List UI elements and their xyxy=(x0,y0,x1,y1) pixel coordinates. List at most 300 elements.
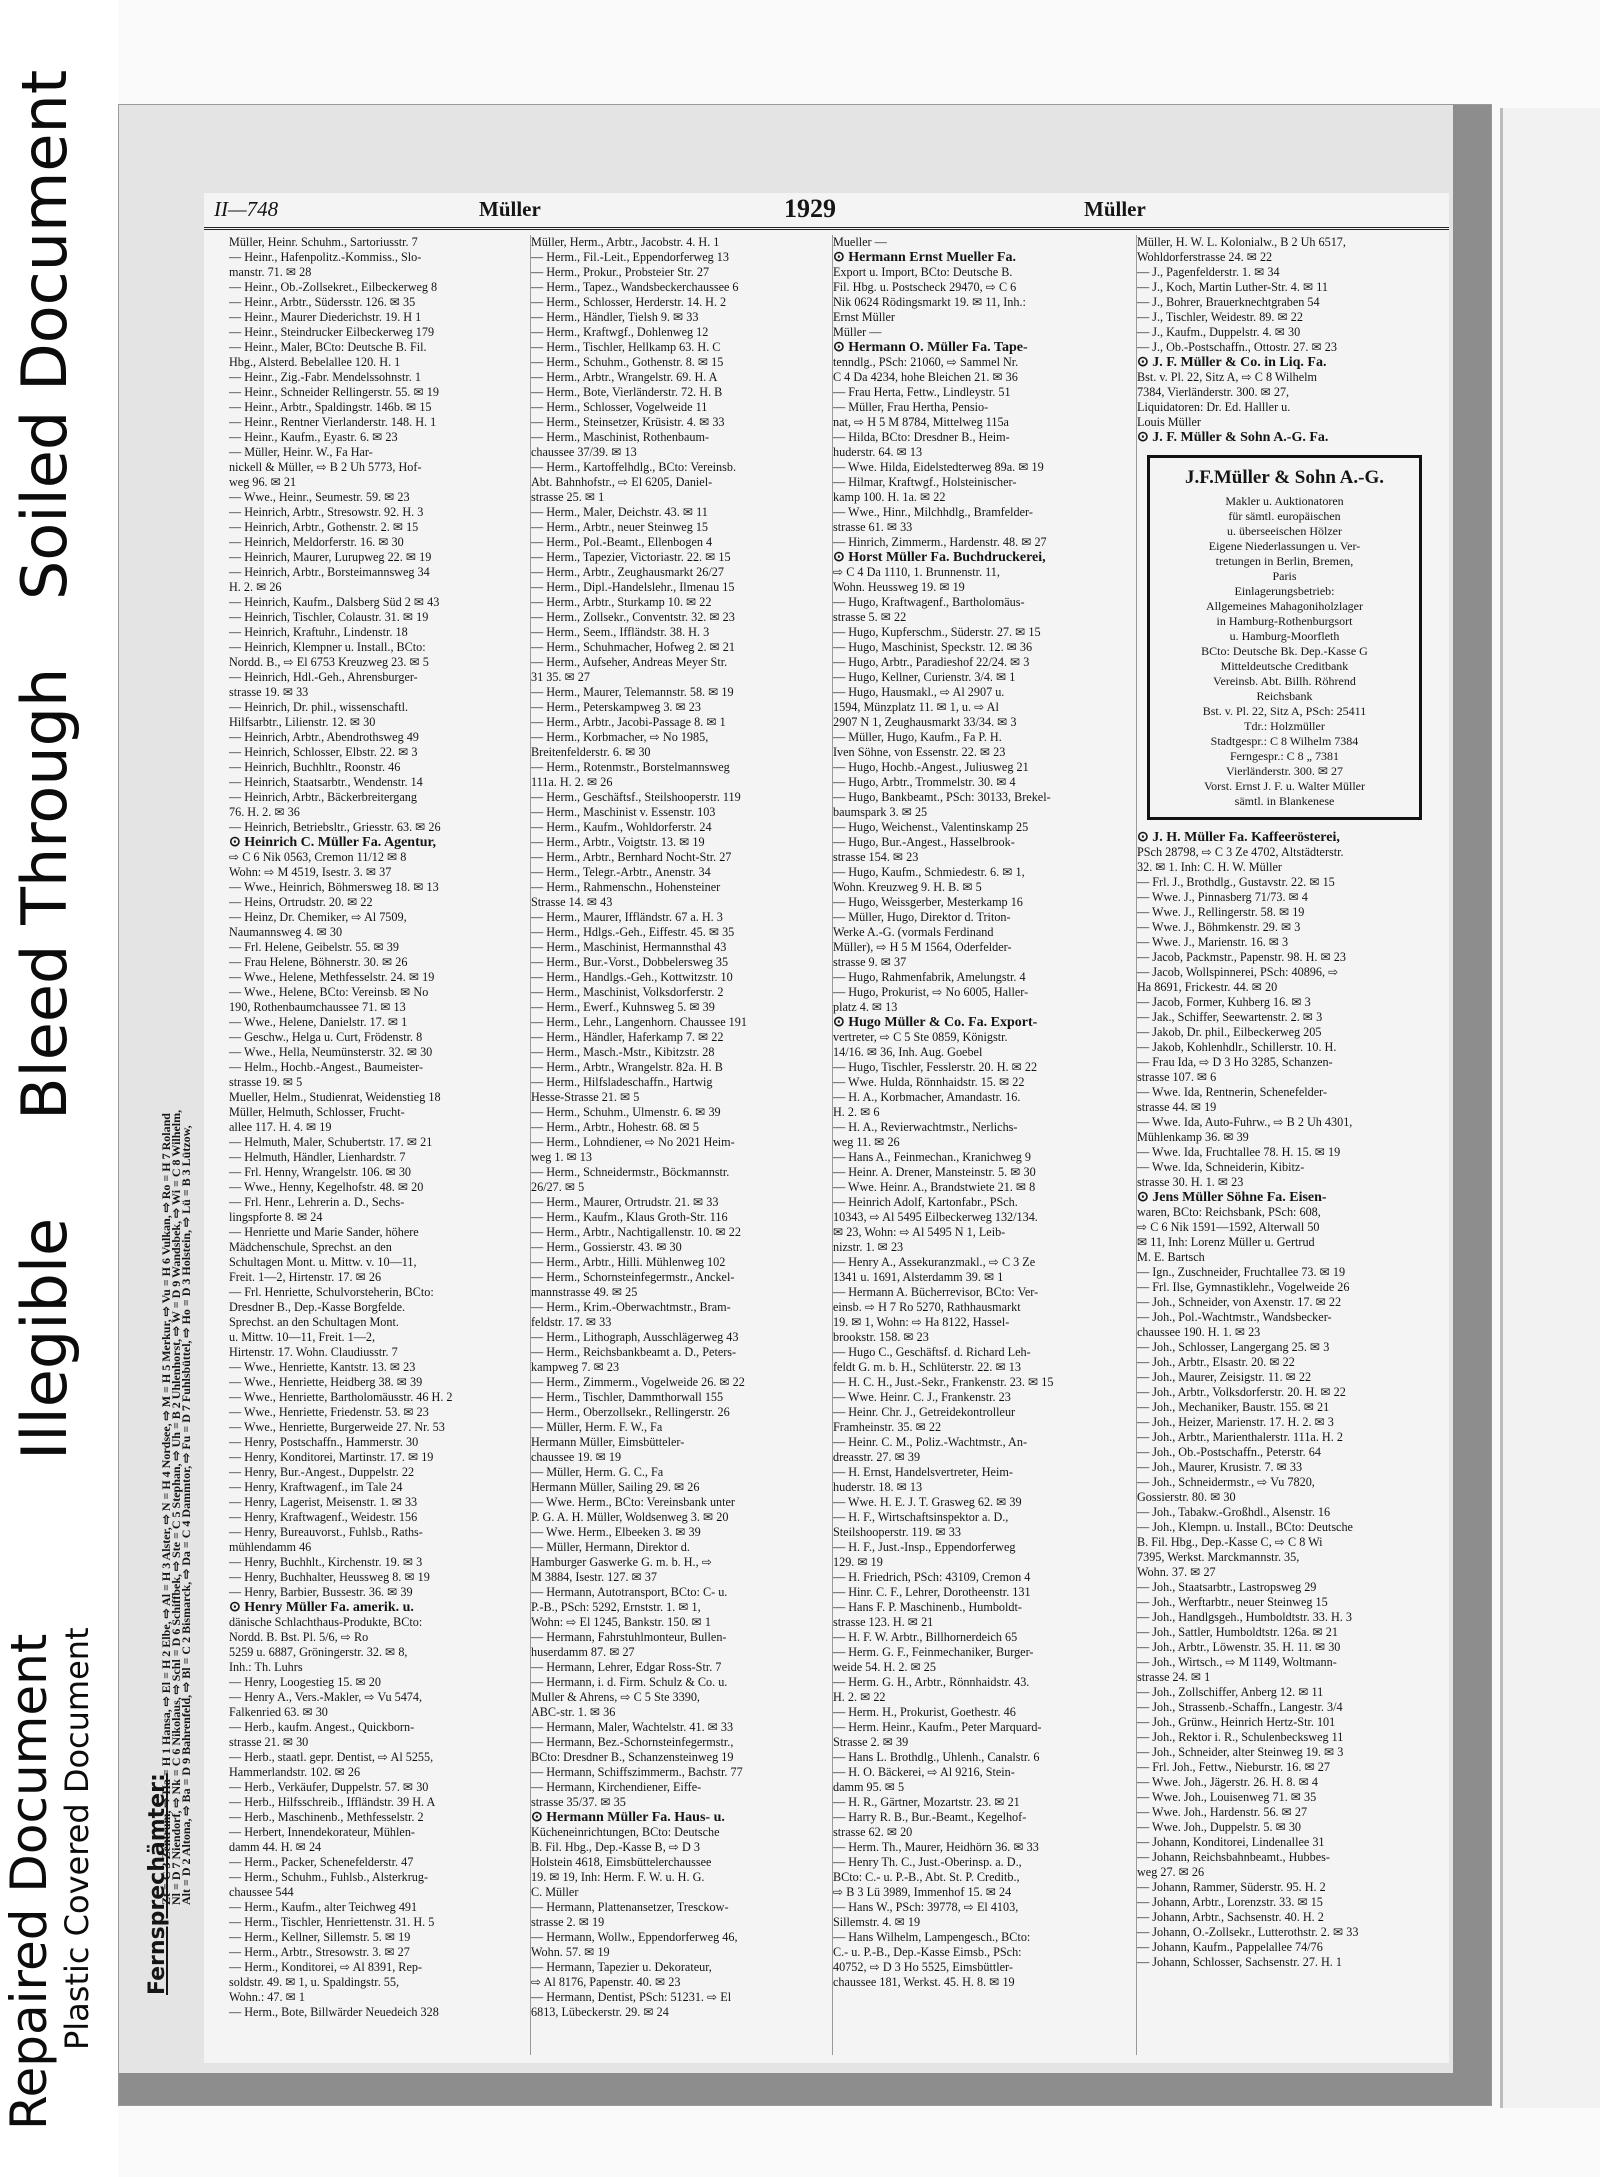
directory-entry: — Heinrich, Arbtr., Borsteimannsweg 34 xyxy=(229,565,430,579)
directory-entry: — Herm., Kaufm., Klaus Groth-Str. 116 xyxy=(531,1210,728,1224)
directory-entry: — Heinr. A. Drener, Mansteinstr. 5. ✉ 30 xyxy=(833,1165,1036,1179)
directory-entry: — Frl. Ilse, Gymnastiklehr., Vogelweide 26 xyxy=(1137,1280,1350,1294)
directory-entry: — Herm., Reichsbankbeamt a. D., Peters- xyxy=(531,1345,737,1359)
directory-entry: — Henry, Buchhlt., Kirchenstr. 19. ✉ 3 xyxy=(229,1555,423,1569)
directory-entry: — Johann, Reichsbahnbeamt., Hubbes- xyxy=(1137,1850,1330,1864)
directory-entry: — Herm., Schlosser, Vogelweide 11 xyxy=(531,400,708,414)
directory-entry: — Frl. Henriette, Schulvorsteherin, BCto: xyxy=(229,1285,434,1299)
directory-entry: ⊙ J. F. Müller & Co. in Liq. Fa. xyxy=(1137,355,1327,370)
directory-entry: weg 96. ✉ 21 xyxy=(229,475,297,489)
advertisement-line: Mitteldeutsche Creditbank xyxy=(1220,659,1349,673)
directory-entry: — Henry, Bur.-Angest., Duppelstr. 22 xyxy=(229,1465,415,1479)
directory-entry: Nik 0624 Rödingsmarkt 19. ✉ 11, Inh.: xyxy=(833,295,1026,309)
directory-entry: H. 2. ✉ 6 xyxy=(833,1105,880,1119)
directory-entry: — Herm., Lehr., Langenhorn. Chaussee 191 xyxy=(531,1015,747,1029)
column-2 xyxy=(530,235,826,2055)
directory-entry: — Hinrich, Zimmerm., Hardenstr. 48. ✉ 27 xyxy=(833,535,1047,549)
directory-entry: Mueller, Helm., Studienrat, Weidenstieg 18 xyxy=(229,1090,441,1104)
directory-entry: Dresdner B., Dep.-Kasse Borgfelde. xyxy=(229,1300,406,1314)
directory-entry: strasse 5. ✉ 22 xyxy=(833,610,907,624)
directory-entry: — Frau Ida, ⇨ D 3 Ho 3285, Schanzen- xyxy=(1137,1055,1333,1069)
directory-entry: — J., Bohrer, Brauerknechtgraben 54 xyxy=(1137,295,1320,309)
directory-entry: strasse 19. ✉ 5 xyxy=(229,1075,303,1089)
directory-entry: strasse 9. ✉ 37 xyxy=(833,955,907,969)
directory-entry: — Joh., Maurer, Zeisigstr. 11. ✉ 22 xyxy=(1137,1370,1312,1384)
directory-entry: — Wwe., Heinrich, Böhmersweg 18. ✉ 13 xyxy=(229,880,439,894)
advertisement-line: in Hamburg-Rothenburgsort xyxy=(1216,614,1353,628)
directory-entry: strasse 24. ✉ 1 xyxy=(1137,1670,1211,1684)
directory-entry: mühlendamm 46 xyxy=(229,1540,312,1554)
directory-entry: Falkenried 63. ✉ 30 xyxy=(229,1705,328,1719)
directory-entry: — Heinr., Ob.-Zollsekret., Eilbeckerweg 8 xyxy=(229,280,438,294)
directory-entry: — Joh., Schneider, alter Steinweg 19. ✉ 3 xyxy=(1137,1745,1344,1759)
directory-entry: chaussee 37/39. ✉ 13 xyxy=(531,445,637,459)
directory-entry: — Herm. G. F., Feinmechaniker, Burger- xyxy=(833,1645,1034,1659)
directory-entry: chaussee 19. ✉ 19 xyxy=(531,1450,622,1464)
directory-entry: — Herm. Th., Maurer, Heidhörn 36. ✉ 33 xyxy=(833,1840,1039,1854)
directory-entry: — Wwe. Joh., Louisenweg 71. ✉ 35 xyxy=(1137,1790,1317,1804)
illegible-label: Illegible xyxy=(8,1217,81,1460)
directory-entry: Hirtenstr. 17. Wohn. Claudiusstr. 7 xyxy=(229,1345,398,1359)
directory-entry: — Helmuth, Händler, Lienhardstr. 7 xyxy=(229,1150,406,1164)
directory-entry: 1341 u. 1691, Alsterdamm 39. ✉ 1 xyxy=(833,1270,1004,1284)
directory-entry: — Heinrich, Betriebsltr., Griesstr. 63. ✉ 26 xyxy=(229,820,441,834)
directory-entry: 76. H. 2. ✉ 36 xyxy=(229,805,300,819)
directory-entry: Gossierstr. 80. ✉ 30 xyxy=(1137,1490,1236,1504)
directory-entry: — Jak., Schiffer, Seewartenstr. 2. ✉ 3 xyxy=(1137,1010,1323,1024)
directory-entry: strasse 107. ✉ 6 xyxy=(1137,1070,1217,1084)
directory-entry: — Hugo C., Geschäftsf. d. Richard Leh- xyxy=(833,1345,1031,1359)
directory-entry: — Hugo, Prokurist, ⇨ No 6005, Haller- xyxy=(833,985,1029,999)
directory-entry: — Jakob, Kohlenhdlr., Schillerstr. 10. H. xyxy=(1137,1040,1337,1054)
directory-entry: — Johann, Kaufm., Pappelallee 74/76 xyxy=(1137,1940,1323,1954)
directory-entry: — Helm., Hochb.-Angest., Baumeister- xyxy=(229,1060,424,1074)
directory-entry: ✉ 11, Inh: Lorenz Müller u. Gertrud xyxy=(1137,1235,1315,1249)
directory-entry: — Herm., Maurer, Ortrudstr. 21. ✉ 33 xyxy=(531,1195,719,1209)
directory-entry: — Wwe. Joh., Jägerstr. 26. H. 8. ✉ 4 xyxy=(1137,1775,1318,1789)
directory-entry: — Wwe. Joh., Hardenstr. 56. ✉ 27 xyxy=(1137,1805,1308,1819)
directory-entry: — Johann, Konditorei, Lindenallee 31 xyxy=(1137,1835,1325,1849)
page-number: II—748 xyxy=(214,197,279,221)
directory-entry: — Müller, Hugo, Kaufm., Fa P. H. xyxy=(833,730,1002,744)
column-4 xyxy=(1136,235,1432,2055)
directory-entry: feldt G. m. b. H., Schlüterstr. 22. ✉ 13 xyxy=(833,1360,1021,1374)
directory-entry: — Herm., Schuhm., Ulmenstr. 6. ✉ 39 xyxy=(531,1105,721,1119)
advertisement-line: Tdr.: Holzmüller xyxy=(1244,719,1325,733)
directory-entry: — Joh., Arbtr., Volksdorferstr. 20. H. ✉ 22 xyxy=(1137,1385,1346,1399)
directory-entry: — Hermann, Lehrer, Edgar Ross-Str. 7 xyxy=(531,1660,722,1674)
directory-entry: — Herm., Rotenmstr., Borstelmannsweg xyxy=(531,760,730,774)
directory-entry: — Herm., Hdlgs.-Geh., Eiffestr. 45. ✉ 35 xyxy=(531,925,735,939)
directory-entry: — H. O. Bäckerei, ⇨ Al 9216, Stein- xyxy=(833,1765,1015,1779)
advertisement-lines xyxy=(1158,494,1411,809)
directory-entry: ⇨ B 3 Lü 3989, Immenhof 15. ✉ 24 xyxy=(833,1885,1012,1899)
directory-entry: — Hinr. C. F., Lehrer, Dorotheenstr. 131 xyxy=(833,1585,1031,1599)
directory-entry: strasse 25. ✉ 1 xyxy=(531,490,605,504)
directory-entry: huderstr. 64. ✉ 13 xyxy=(833,445,923,459)
directory-entry: — Joh., Maurer, Krusistr. 7. ✉ 33 xyxy=(1137,1460,1303,1474)
directory-entry: — Wwe. Herm., BCto: Vereinsbank unter xyxy=(531,1495,735,1509)
directory-entry: — Herm., Händler, Haferkamp 7. ✉ 22 xyxy=(531,1030,724,1044)
directory-entry: ⊙ Jens Müller Söhne Fa. Eisen- xyxy=(1137,1190,1327,1205)
directory-entry: — Herm., Ewerf., Kuhnsweg 5. ✉ 39 xyxy=(531,1000,715,1014)
directory-entry: — Hermann, Kirchendiener, Eiffe- xyxy=(531,1780,702,1794)
directory-entry: — Wwe., Hella, Neumünsterstr. 32. ✉ 30 xyxy=(229,1045,433,1059)
directory-entry: — Hermann, Autotransport, BCto: C- u. xyxy=(531,1585,728,1599)
directory-entry: — Herm., Tapezier, Victoriastr. 22. ✉ 15 xyxy=(531,550,731,564)
directory-entry: — Hermann, Fahrstuhlmonteur, Bullen- xyxy=(531,1630,727,1644)
directory-entry: — Heinrich, Meldorferstr. 16. ✉ 30 xyxy=(229,535,404,549)
directory-entry: mannstrasse 49. ✉ 25 xyxy=(531,1285,638,1299)
directory-entry: — Herm., Pol.-Beamt., Ellenbogen 4 xyxy=(531,535,713,549)
directory-entry: — Joh., Heizer, Marienstr. 17. H. 2. ✉ 3 xyxy=(1137,1415,1334,1429)
directory-entry: — Herm., Aufseher, Andreas Meyer Str. xyxy=(531,655,728,669)
directory-entry: — Herm., Schneidermstr., Böckmannstr. xyxy=(531,1165,730,1179)
directory-entry: Nordd. B., ⇨ El 6753 Kreuzweg 23. ✉ 5 xyxy=(229,655,429,669)
directory-entry: — Herm., Arbtr., Bernhard Nocht-Str. 27 xyxy=(531,850,732,864)
directory-entry: — Müller, Frau Hertha, Pensio- xyxy=(833,400,989,414)
directory-entry: — Wwe. Hulda, Rönnhaidstr. 15. ✉ 22 xyxy=(833,1075,1025,1089)
directory-entry: — J., Kaufm., Duppelstr. 4. ✉ 30 xyxy=(1137,325,1301,339)
directory-entry: — Heinrich, Dr. phil., wissenschaftl. xyxy=(229,700,409,714)
exchange-codes-line-3: Zt = C 3 Zentrum, ⇨ Ha = H 1 Hansa, ⇨ El = H 2 Elbe, ⇨ Al = H 3 Alster, ⇨ N = H 4 Nordsee, ⇨ M = H 5 Merkur, ⇨ Vu = H 6 Vulkan, ⇨ Ro = H 7 Roland xyxy=(159,1113,173,1905)
directory-entry: — H. F. W. Arbtr., Billhornerdeich 65 xyxy=(833,1630,1018,1644)
directory-entry: H. 2. ✉ 22 xyxy=(833,1690,886,1704)
directory-entry: — Herm., Hilfsladeschaffn., Hartwig xyxy=(531,1075,713,1089)
directory-entry: — Herm., Maschinist, Hermannsthal 43 xyxy=(531,940,727,954)
directory-entry: — Herb., Verkäufer, Duppelstr. 57. ✉ 30 xyxy=(229,1780,429,1794)
directory-entry: ⊙ Hermann Müller Fa. Haus- u. xyxy=(531,1810,725,1825)
advertisement-line: u. überseeischen Hölzer xyxy=(1227,524,1342,538)
directory-entry: — Heinr., Schneider Rellingerstr. 55. ✉ 19 xyxy=(229,385,439,399)
directory-entry: — Hermann A. Bücherrevisor, BCto: Ver- xyxy=(833,1285,1039,1299)
directory-entry: 5259 u. 6887, Gröningerstr. 32. ✉ 8, xyxy=(229,1645,408,1659)
directory-entry: Müller, H. W. L. Kolonialw., B 2 Uh 6517, xyxy=(1137,235,1346,249)
directory-entry: — H. F., Just.-Insp., Eppendorferweg xyxy=(833,1540,1016,1554)
directory-entry: Strasse 2. ✉ 39 xyxy=(833,1735,909,1749)
directory-entry: 32. ✉ 1. Inh: C. H. W. Müller xyxy=(1137,860,1282,874)
directory-entry: — Herm., Prokur., Probsteier Str. 27 xyxy=(531,265,710,279)
directory-entry: — Henry, Postschaffn., Hammerstr. 30 xyxy=(229,1435,419,1449)
directory-entry: baumspark 3. ✉ 25 xyxy=(833,805,928,819)
directory-entry: — Joh., Schlosser, Langergang 25. ✉ 3 xyxy=(1137,1340,1330,1354)
directory-entry: Hermann Müller, Eimsbütteler- xyxy=(531,1435,685,1449)
bleed-through-label: Bleed Through xyxy=(8,667,81,1120)
directory-entry: strasse 19. ✉ 33 xyxy=(229,685,309,699)
directory-entry: — Herm., Rahmenschn., Hohensteiner xyxy=(531,880,721,894)
directory-entry: — Wwe., Henriette, Friedenstr. 53. ✉ 23 xyxy=(229,1405,429,1419)
directory-entry: — Herm., Handlgs.-Geh., Kottwitzstr. 10 xyxy=(531,970,733,984)
directory-entry: 31 35. ✉ 27 xyxy=(531,670,590,684)
directory-entry: Müller), ⇨ H 5 M 1564, Oderfelder- xyxy=(833,940,1012,954)
directory-entry: platz 4. ✉ 13 xyxy=(833,1000,898,1014)
directory-entry: Wohn. Heussweg 19. ✉ 19 xyxy=(833,580,965,594)
directory-entry: — Herm., Maurer, Telemannstr. 58. ✉ 19 xyxy=(531,685,734,699)
directory-entry: — H. Friedrich, PSch: 43109, Cremon 4 xyxy=(833,1570,1031,1584)
directory-entry: vertreter, ⇨ C 5 Ste 0859, Königstr. xyxy=(833,1030,1008,1044)
directory-entry: — Henry, Lagerist, Meisenstr. 1. ✉ 33 xyxy=(229,1495,418,1509)
directory-entry: — Hugo, Maschinist, Speckstr. 12. ✉ 36 xyxy=(833,640,1033,654)
directory-entry: — Hermann, Tapezier u. Dekorateur, xyxy=(531,1960,712,1974)
directory-entry: Hammerlandstr. 102. ✉ 26 xyxy=(229,1765,361,1779)
directory-entry: — Herm., Kaufm., Wohldorferstr. 24 xyxy=(531,820,712,834)
directory-entry: — J., Pagenfelderstr. 1. ✉ 34 xyxy=(1137,265,1280,279)
directory-entry: — Hugo, Kaufm., Schmiedestr. 6. ✉ 1, xyxy=(833,865,1025,879)
directory-entry: B. Fil. Hbg., Dep.-Kasse C, ⇨ C 8 Wi xyxy=(1137,1535,1323,1549)
directory-entry: Bst. v. Pl. 22, Sitz A, ⇨ C 8 Wilhelm xyxy=(1137,370,1318,384)
directory-entry: — Herm., Arbtr., Zeughausmarkt 26/27 xyxy=(531,565,724,579)
directory-entry: Holstein 4618, Eimsbüttelerchaussee xyxy=(531,1855,712,1869)
directory-entry: — Herm., Maler, Deichstr. 43. ✉ 11 xyxy=(531,505,708,519)
directory-entry: Breitenfelderstr. 6. ✉ 30 xyxy=(531,745,651,759)
directory-entry: — Wwe. Ida, Rentnerin, Schenefelder- xyxy=(1137,1085,1328,1099)
directory-entry: — Herm., Geschäftsf., Steilshooperstr. 119 xyxy=(531,790,741,804)
directory-entry: — Müller, Herm. G. C., Fa xyxy=(531,1465,664,1479)
directory-entry: — Wwe., Helene, Methfesselstr. 24. ✉ 19 xyxy=(229,970,435,984)
directory-entry: — Herm., Händler, Tielsh 9. ✉ 33 xyxy=(531,310,699,324)
directory-entry: — Helmuth, Maler, Schubertstr. 17. ✉ 21 xyxy=(229,1135,433,1149)
directory-entry: — Herm., Steinsetzer, Krüsistr. 4. ✉ 33 xyxy=(531,415,725,429)
directory-entry: — Wwe., Hinr., Milchhdlg., Bramfelder- xyxy=(833,505,1033,519)
directory-entry: Müller, Heinr. Schuhm., Sartoriusstr. 7 xyxy=(229,235,418,249)
directory-entry: strasse 21. ✉ 30 xyxy=(229,1735,309,1749)
directory-entry: Strasse 14. ✉ 43 xyxy=(531,895,613,909)
directory-entry: strasse 62. ✉ 20 xyxy=(833,1825,913,1839)
directory-entry: — Herm., Arbtr., Stresowstr. 3. ✉ 27 xyxy=(229,1945,410,1959)
directory-entry: — Herm., Seem., Iffländstr. 38. H. 3 xyxy=(531,625,710,639)
scan-label-strip xyxy=(0,0,118,2177)
directory-entry: Mühlenkamp 36. ✉ 39 xyxy=(1137,1130,1249,1144)
directory-entry: ⊙ Hermann Ernst Mueller Fa. xyxy=(833,250,1016,265)
directory-entry: 19. ✉ 19, Inh: Herm. F. W. u. H. G. xyxy=(531,1870,705,1884)
directory-entry: — Wwe., Helene, BCto: Vereinsb. ✉ No xyxy=(229,985,429,999)
directory-entry: — Herm. G. H., Arbtr., Rönnhaidstr. 43. xyxy=(833,1675,1030,1689)
directory-entry: — Heinrich, Arbtr., Stresowstr. 92. H. 3 xyxy=(229,505,424,519)
advertisement-line: tretungen in Berlin, Bremen, xyxy=(1215,554,1354,568)
directory-entry: — Herm., Arbtr., Hohestr. 68. ✉ 5 xyxy=(531,1120,699,1134)
directory-entry: — Wwe., Helene, Danielstr. 17. ✉ 1 xyxy=(229,1015,408,1029)
directory-entry: M. E. Bartsch xyxy=(1137,1250,1205,1264)
directory-entry: dreasstr. 27. ✉ 39 xyxy=(833,1450,921,1464)
directory-entry: — Joh., Strassenb.-Schaffn., Langestr. 3/4 xyxy=(1137,1700,1343,1714)
directory-entry: — Herm., Telegr.-Arbtr., Anenstr. 34 xyxy=(531,865,711,879)
fernsprechaemter-label: Fernsprechämter: xyxy=(145,1773,170,1995)
directory-columns xyxy=(204,235,1449,2055)
directory-entry: 26/27. ✉ 5 xyxy=(531,1180,585,1194)
directory-entry: 111a. H. 2. ✉ 26 xyxy=(531,775,613,789)
directory-entry: Ha 8691, Frickestr. 44. ✉ 20 xyxy=(1137,980,1278,994)
directory-entry: — Wwe., Henny, Kegelhofstr. 48. ✉ 20 xyxy=(229,1180,424,1194)
directory-entry: — Heinr., Hafenpolitz.-Kommiss., Slo- xyxy=(229,250,422,264)
advertisement-line: Makler u. Auktionatoren xyxy=(1225,494,1344,508)
directory-entry: weg 1. ✉ 13 xyxy=(531,1150,592,1164)
directory-entry: — Wwe., Henriette, Bartholomäusstr. 46 H. 2 xyxy=(229,1390,453,1404)
directory-entry: ABC-str. 1. ✉ 36 xyxy=(531,1705,616,1719)
directory-entry: — Heinrich, Arbtr., Abendrothsweg 49 xyxy=(229,730,419,744)
directory-entry: nickell & Müller, ⇨ B 2 Uh 5773, Hof- xyxy=(229,460,422,474)
directory-entry: — Joh., Klempn. u. Install., BCto: Deutsche xyxy=(1137,1520,1353,1534)
directory-entry: — Hermann, Dentist, PSch: 51231. ⇨ El xyxy=(531,1990,732,2004)
directory-entry: — Herm., Schuhm., Fuhlsb., Alsterkrug- xyxy=(229,1870,429,1884)
page-bottom-shadow xyxy=(119,2073,1491,2105)
directory-entry: — Wwe., Henriette, Burgerweide 27. Nr. 53 xyxy=(229,1420,445,1434)
directory-entry: ⊙ Henry Müller Fa. amerik. u. xyxy=(229,1600,414,1615)
directory-entry: Steilshooperstr. 119. ✉ 33 xyxy=(833,1525,961,1539)
directory-entry: u. Mittw. 10—11, Freit. 1—2, xyxy=(229,1330,376,1344)
directory-entry: ⊙ J. F. Müller & Sohn A.-G. Fa. xyxy=(1137,430,1329,445)
directory-entry: — Henry A., Assekuranzmakl., ⇨ C 3 Ze xyxy=(833,1255,1036,1269)
plastic-covered-label: Plastic Covered Document xyxy=(58,1627,96,2050)
directory-entry: Naumannsweg 4. ✉ 30 xyxy=(229,925,343,939)
directory-entry: Kücheneinrichtungen, BCto: Deutsche xyxy=(531,1825,720,1839)
directory-entry: — Herm., Tischler, Dammthorwall 155 xyxy=(531,1390,724,1404)
directory-entry: BCto: Dresdner B., Schanzensteinweg 19 xyxy=(531,1750,734,1764)
directory-entry: 7395, Werkst. Marckmannstr. 35, xyxy=(1137,1550,1300,1564)
directory-entry: — Joh., Grünw., Heinrich Hertz-Str. 101 xyxy=(1137,1715,1336,1729)
directory-entry: — Heinr., Steindrucker Eilbeckerweg 179 xyxy=(229,325,435,339)
directory-entry: — Hugo, Kraftwagenf., Bartholomäus- xyxy=(833,595,1025,609)
directory-entry: weide 54. H. 2. ✉ 25 xyxy=(833,1660,936,1674)
directory-entry: Müller — xyxy=(833,325,882,339)
column-4-entries-bottom xyxy=(1137,830,1432,1970)
directory-entry: — Hans Wilhelm, Lampengesch., BCto: xyxy=(833,1930,1031,1944)
directory-entry: — H. R., Gärtner, Mozartstr. 23. ✉ 21 xyxy=(833,1795,1020,1809)
directory-entry: — Henry, Bureauvorst., Fuhlsb., Raths- xyxy=(229,1525,423,1539)
directory-entry: — Herm., Masch.-Mstr., Kibitzstr. 28 xyxy=(531,1045,715,1059)
directory-entry: brookstr. 158. ✉ 23 xyxy=(833,1330,929,1344)
directory-entry: Nordd. B. Bst. Pl. 5/6, ⇨ Ro xyxy=(229,1630,369,1644)
directory-entry: PSch 28798, ⇨ C 3 Ze 4702, Altstädterstr. xyxy=(1137,845,1344,859)
running-head-right: Müller xyxy=(1084,197,1146,221)
directory-entry: ⊙ Hermann O. Müller Fa. Tape- xyxy=(833,340,1028,355)
directory-entry: — Wwe., Henriette, Heidberg 38. ✉ 39 xyxy=(229,1375,423,1389)
directory-entry: — Joh., Handlgsgeh., Humboldtstr. 33. H. 3 xyxy=(1137,1610,1352,1624)
directory-entry: — Herm., Arbtr., Jacobi-Passage 8. ✉ 1 xyxy=(531,715,726,729)
directory-entry: Hermann Müller, Sailing 29. ✉ 26 xyxy=(531,1480,700,1494)
directory-entry: — Henry, Buchhalter, Heussweg 8. ✉ 19 xyxy=(229,1570,430,1584)
directory-entry: — Herm., Maschinist, Volksdorferstr. 2 xyxy=(531,985,724,999)
advertisement-line: u. Hamburg-Moorfleth xyxy=(1229,629,1340,643)
directory-entry: Freit. 1—2, Hirtenstr. 17. ✉ 26 xyxy=(229,1270,382,1284)
directory-entry: — Heinrich, Klempner u. Install., BCto: xyxy=(229,640,426,654)
directory-entry: feldstr. 17. ✉ 33 xyxy=(531,1315,612,1329)
directory-entry: — Frau Helene, Böhnerstr. 30. ✉ 26 xyxy=(229,955,408,969)
directory-entry: C. Müller xyxy=(531,1885,579,1899)
printed-area xyxy=(204,193,1449,2063)
exchange-codes-line-1: Alt = D 2 Altona, ⇨ Ba = D 9 Bahrenfeld, ⇨ Bl = C 2 Bismarck, ⇨ Da = C 4 Dammtor, ⇨ Fu = D 7 Fuhlsbüttel, ⇨ Ho = D 3 Holstein, ⇨ Lü = B 3 Lützow, xyxy=(179,1125,193,1905)
directory-entry: — Joh., Ob.-Postschaffn., Peterstr. 64 xyxy=(1137,1445,1321,1459)
directory-entry: — Herm., Krim.-Oberwachtmstr., Bram- xyxy=(531,1300,731,1314)
directory-entry: — Joh., Rektor i. R., Schulenbecksweg 11 xyxy=(1137,1730,1344,1744)
directory-entry: — Herm., Oberzollsekr., Rellingerstr. 26 xyxy=(531,1405,730,1419)
directory-entry: — Hans F. P. Maschinenb., Humboldt- xyxy=(833,1600,1022,1614)
directory-entry: nizstr. 1. ✉ 23 xyxy=(833,1240,904,1254)
directory-entry: — Herm. H., Prokurist, Goethestr. 46 xyxy=(833,1705,1016,1719)
directory-entry: — Heinrich, Tischler, Colaustr. 31. ✉ 19 xyxy=(229,610,429,624)
directory-entry: strasse 123. H. ✉ 21 xyxy=(833,1615,934,1629)
exchange-codes-line-2: Nl = D 7 Niendorf, ⇨ Nk = C 6 Nikolaus, ⇨ Schl = D 6 Schiffbek, ⇨ Ste = C 5 Stephan, ⇨ Uh = B 2 Uhlenhorst, ⇨ W = D 9 Wandsbek, ⇨ Wi = C 8 Wilhelm, xyxy=(169,1109,183,1905)
directory-entry: — Wwe. Heinr. C. J., Frankenstr. 23 xyxy=(833,1390,1011,1404)
directory-entry: — Henry, Kraftwagenf., im Tale 24 xyxy=(229,1480,403,1494)
directory-entry: Schultagen Mont. u. Mittw. v. 10—11, xyxy=(229,1255,417,1269)
directory-entry: Mädchenschule, Sprechst. an den xyxy=(229,1240,392,1254)
directory-entry: — Heinrich Adolf, Kartonfabr., PSch. xyxy=(833,1195,1018,1209)
directory-entry: — Joh., Tabakw.-Großhdl., Alsenstr. 16 xyxy=(1137,1505,1331,1519)
directory-entry: — Herm., Kraftwgf., Dohlenweg 12 xyxy=(531,325,709,339)
directory-entry: — Herm., Zollsekr., Conventstr. 32. ✉ 23 xyxy=(531,610,735,624)
directory-entry: chaussee 181, Werkst. 45. H. 8. ✉ 19 xyxy=(833,1975,1015,1989)
directory-entry: — Wwe. Ida, Fruchtallee 78. H. 15. ✉ 19 xyxy=(1137,1145,1341,1159)
directory-entry: chaussee 190. H. 1. ✉ 23 xyxy=(1137,1325,1261,1339)
directory-entry: — Heinr., Rentner Vierlanderstr. 148. H. 1 xyxy=(229,415,437,429)
directory-entry: — Herm., Peterskampweg 3. ✉ 23 xyxy=(531,700,701,714)
directory-entry: 14/16. ✉ 36, Inh. Aug. Goebel xyxy=(833,1045,983,1059)
advertisement-line: Reichsbank xyxy=(1256,689,1313,703)
directory-entry: — Joh., Arbtr., Elsastr. 20. ✉ 22 xyxy=(1137,1355,1295,1369)
directory-entry: — Herm., Tapez., Wandsbeckerchaussee 6 xyxy=(531,280,739,294)
directory-entry: — Johann, Arbtr., Sachsenstr. 40. H. 2 xyxy=(1137,1910,1324,1924)
column-3 xyxy=(832,235,1128,2055)
advertisement-line: sämtl. in Blankenese xyxy=(1234,794,1335,808)
directory-entry: ⇨ C 6 Nik 0563, Cremon 11/12 ✉ 8 xyxy=(229,850,407,864)
advertisement-line: Bst. v. Pl. 22, Sitz A, PSch: 25411 xyxy=(1202,704,1367,718)
directory-entry: — J., Koch, Martin Luther-Str. 4. ✉ 11 xyxy=(1137,280,1328,294)
directory-entry: — Henry, Konditorei, Martinstr. 17. ✉ 19 xyxy=(229,1450,434,1464)
directory-entry: Liquidatoren: Dr. Ed. Halller u. xyxy=(1137,400,1291,414)
directory-entry: Ernst Müller xyxy=(833,310,895,324)
advertisement-line: BCto: Deutsche Bk. Dep.-Kasse G xyxy=(1201,644,1368,658)
directory-entry: Sprechst. an den Schultagen Mont. xyxy=(229,1315,399,1329)
advertisement-line: Vierländerstr. 300. ✉ 27 xyxy=(1226,764,1343,778)
directory-entry: tenndlg., PSch: 21060, ⇨ Sammel Nr. xyxy=(833,355,1019,369)
directory-entry: ⊙ Heinrich C. Müller Fa. Agentur, xyxy=(229,835,436,850)
directory-entry: Mueller — xyxy=(833,235,887,249)
directory-entry: — Herm., Gossierstr. 43. ✉ 30 xyxy=(531,1240,682,1254)
directory-entry: — Hugo, Tischler, Fesslerstr. 20. H. ✉ 22 xyxy=(833,1060,1038,1074)
directory-entry: — Henry A., Vers.-Makler, ⇨ Vu 5474, xyxy=(229,1690,423,1704)
column-4-entries-top xyxy=(1137,235,1432,445)
year-heading: 1929 xyxy=(784,194,836,223)
directory-entry: — Wwe. Ida, Auto-Fuhrw., ⇨ B 2 Uh 4301, xyxy=(1137,1115,1353,1129)
directory-entry: B. Fil. Hbg., Dep.-Kasse B, ⇨ D 3 xyxy=(531,1840,700,1854)
directory-entry: ✉ 23, Wohn: ⇨ Al 5495 N 1, Leib- xyxy=(833,1225,1006,1239)
advertisement-line: Ferngespr.: C 8 „ 7381 xyxy=(1230,749,1339,763)
directory-entry: — Hermann, Maler, Wachtelstr. 41. ✉ 33 xyxy=(531,1720,734,1734)
directory-entry: — Johann, Schlosser, Sachsenstr. 27. H. 1 xyxy=(1137,1955,1342,1969)
directory-entry: — Wwe. Herm., Elbeeken 3. ✉ 39 xyxy=(531,1525,701,1539)
directory-entry: — Herm., Arbtr., Sturkamp 10. ✉ 22 xyxy=(531,595,712,609)
directory-entry: — H. A., Revierwachtmstr., Nerlichs- xyxy=(833,1120,1018,1134)
directory-entry: BCto: C.- u. P.-B., Abt. St. P. Creditb., xyxy=(833,1870,1020,1884)
directory-entry: — Heinr., Zig.-Fabr. Mendelssohnstr. 1 xyxy=(229,370,421,384)
directory-entry: — Hilmar, Kraftwgf., Holsteinischer- xyxy=(833,475,1017,489)
directory-entry: strasse 2. ✉ 19 xyxy=(531,1915,605,1929)
directory-entry: — Herm., Maschinist v. Essenstr. 103 xyxy=(531,805,716,819)
directory-entry: — Heinr., Maurer Diederichstr. 19. H 1 xyxy=(229,310,422,324)
directory-entry: — Herm., Maurer, Iffländstr. 67 a. H. 3 xyxy=(531,910,723,924)
directory-entry: — Heinrich, Schlosser, Elbstr. 22. ✉ 3 xyxy=(229,745,418,759)
directory-entry: — Frl. Joh., Fettw., Nieburstr. 16. ✉ 27 xyxy=(1137,1760,1330,1774)
directory-entry: Müller, Helmuth, Schlosser, Frucht- xyxy=(229,1105,405,1119)
directory-entry: — Herbert, Innendekorateur, Mühlen- xyxy=(229,1825,415,1839)
directory-entry: — J., Tischler, Weidestr. 89. ✉ 22 xyxy=(1137,310,1303,324)
directory-entry: — Wwe., Henriette, Kantstr. 13. ✉ 23 xyxy=(229,1360,416,1374)
directory-entry: strasse 44. ✉ 19 xyxy=(1137,1100,1217,1114)
directory-entry: — Wwe., Heinr., Seumestr. 59. ✉ 23 xyxy=(229,490,410,504)
directory-entry: — Herb., kaufm. Angest., Quickborn- xyxy=(229,1720,415,1734)
directory-entry: weg 11. ✉ 26 xyxy=(833,1135,900,1149)
directory-entry: Wohn. Kreuzweg 9. H. B. ✉ 5 xyxy=(833,880,982,894)
